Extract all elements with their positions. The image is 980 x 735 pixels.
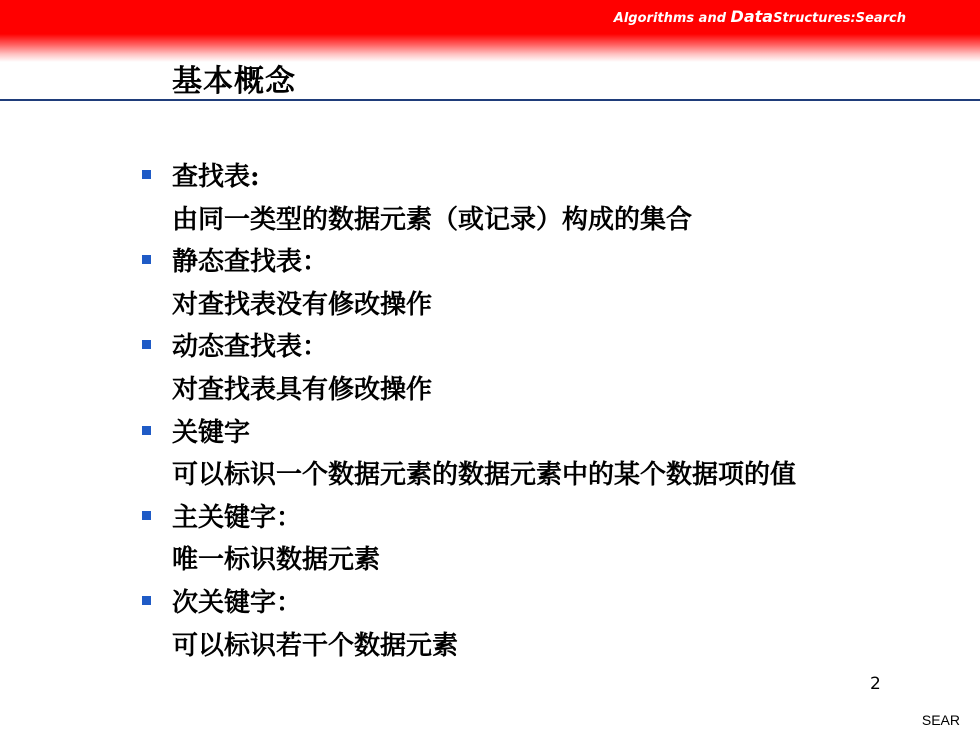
page-number: 2 <box>870 674 881 694</box>
item-term: 关键字 <box>172 417 251 448</box>
list-item <box>0 152 980 195</box>
list-item-description <box>0 450 980 493</box>
header-emphasis: Data <box>730 7 774 26</box>
item-description: 可以标识若干个数据元素 <box>172 630 459 661</box>
list-item-description <box>0 280 980 323</box>
bullet-square-icon <box>142 426 151 435</box>
header-band <box>0 0 980 62</box>
bullet-square-icon <box>142 511 151 520</box>
bullet-square-icon <box>142 340 151 349</box>
footer-label: SEAR <box>921 712 960 728</box>
header-suffix: Structures:Search <box>773 11 906 26</box>
item-description: 由同一类型的数据元素（或记录）构成的集合 <box>172 204 693 235</box>
list-item-description <box>0 195 980 238</box>
item-term: 动态查找表： <box>172 332 329 363</box>
item-term: 主关键字： <box>172 502 303 533</box>
header-prefix: Algorithms and <box>613 11 731 26</box>
list-item <box>0 408 980 451</box>
title-divider <box>0 99 980 101</box>
list-item <box>0 237 980 280</box>
item-description: 对查找表没有修改操作 <box>172 289 433 320</box>
list-item-description <box>0 621 980 664</box>
list-item-description <box>0 535 980 578</box>
slide-title: 基本概念 <box>172 64 296 99</box>
bullet-square-icon <box>142 170 151 179</box>
list-item <box>0 578 980 621</box>
item-term: 静态查找表： <box>172 247 329 278</box>
bullet-square-icon <box>142 255 151 264</box>
item-description: 可以标识一个数据元素的数据元素中的某个数据项的值 <box>172 460 797 491</box>
concept-list <box>0 152 980 663</box>
item-description: 对查找表具有修改操作 <box>172 374 433 405</box>
item-term: 次关键字： <box>172 587 303 618</box>
header-course-title <box>614 7 906 26</box>
item-description: 唯一标识数据元素 <box>172 545 381 576</box>
list-item <box>0 322 980 365</box>
list-item <box>0 493 980 536</box>
bullet-square-icon <box>142 596 151 605</box>
item-term: 查找表: <box>172 162 260 192</box>
list-item-description <box>0 365 980 408</box>
